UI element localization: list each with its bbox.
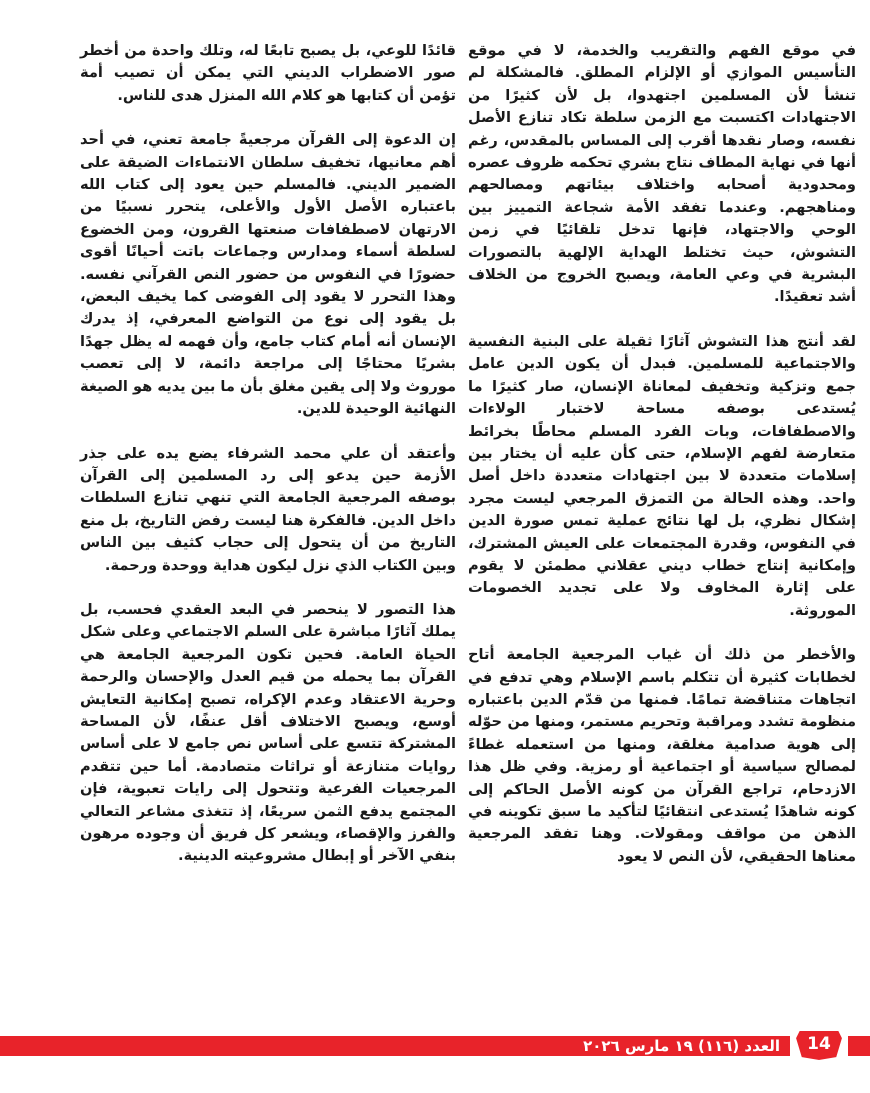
- page-number-badge: [793, 1028, 845, 1062]
- article-column-right: [468, 40, 856, 890]
- article-paragraph: لقد أنتج هذا التشوش آثارًا ثقيلة على البنية النفسية والاجتماعية للمسلمين. فبدل أن يكون الدين عامل جمع وتزكية وتخفيف لمعاناة الإنسان، صار كثيرًا ما يُستدعى بوصفه مساحة لاختبار الولاءات والاصطفافات، وبات الفرد المسلم محاطًا بخرائط متعارضة لفهم الإسلام، حتى كأن عليه أن يختار بين إسلامات متعددة لا بين اجتهادات متعددة داخل أصل واحد. وهذه الحالة من التمزق المرجعي ليست مجرد إشكال نظري، بل لها نتائج عملية تمس صورة الدين في النفوس، وقدرة المجتمعات على العيش المشترك، وإمكانية إنتاج خطاب ديني عقلاني مطمئن لا يقوم على إثارة المخاوف ولا على تجديد الخصومات الموروثة.: [468, 332, 856, 619]
- issue-date-label: العدد (١١٦) ١٩ مارس ٢٠٢٦: [583, 1037, 780, 1055]
- article-paragraph: والأخطر من ذلك أن غياب المرجعية الجامعة أتاح لخطابات كثيرة أن تتكلم باسم الإسلام وهي تدفع في اتجاهات متناقضة تمامًا. فمنها من قدّم الدين باعتباره منظومة تشدد ومراقبة وتحريم مستمر، ومنها من حوّله إلى هوية صدامية مغلقة، ومنها من استعمله غطاءً لمصالح سياسية أو اجتماعية أو رمزية. وفي ظل هذا الازدحام، تراجع القرآن من كونه الأصل الحاكم إلى كونه شاهدًا يُستدعى انتقائيًا لتأكيد ما سبق تكوينه في الذهن من مواقف ومقولات. وهنا تفقد المرجعية معناها الحقيقي، لأن النص لا يعود: [468, 646, 856, 865]
- article-paragraph: هذا التصور لا ينحصر في البعد العقدي فحسب، بل يملك آثارًا مباشرة على السلم الاجتماعي وعلى شكل الحياة العامة. فحين تكون المرجعية الجامعة هي القرآن بما يحمله من قيم العدل والإحسان والرحمة وحرية الاعتقاد وعدم الإكراه، تصبح إمكانية التعايش أوسع، ويصبح الاختلاف أقل عنفًا، لأن المساحة المشتركة تتسع على أساس نص جامع لا على أساس روايات متنازعة أو تراثات متصادمة. أما حين تتقدم المرجعيات الفرعية وتتحول إلى رايات تعبوية، فإن المجتمع يدفع الثمن سريعًا، إذ تتغذى مشاعر التعالي والفرز والإقصاء، ويشعر كل فريق أن وجوده مرهون بنفي الآخر أو إبطال مشروعيته الدينية.: [80, 600, 456, 865]
- article-column-left: [80, 40, 456, 890]
- article-paragraph: وأعتقد أن علي محمد الشرفاء يضع يده على جذر الأزمة حين يدعو إلى رد المسلمين إلى القرآن بوصفه المرجعية الجامعة التي تنهي تنازع السلطات داخل الدين. فالفكرة هنا ليست رفض التاريخ، بل منع التاريخ من أن يتحول إلى حجاب كثيف بين الناس وبين الكتاب الذي نزل ليكون هداية ووحدة ورحمة.: [80, 444, 456, 574]
- article-paragraph: قائدًا للوعي، بل يصبح تابعًا له، وتلك واحدة من أخطر صور الاضطراب الديني التي يمكن أن تصيب أمة تؤمن أن كتابها هو كلام الله المنزل هدى للناس.: [80, 42, 456, 104]
- page-footer: [0, 1028, 870, 1058]
- footer-red-bar-end: [848, 1036, 870, 1056]
- article-paragraph: إن الدعوة إلى القرآن مرجعيةً جامعة تعني، في أحد أهم معانيها، تخفيف سلطان الانتماءات الضيقة على الضمير الديني. فالمسلم حين يعود إلى كتاب الله باعتباره الأصل الأول والأعلى، يتحرر نسبيًا من الارتهان لاصطفافات صنعتها القرون، ومن الخضوع لسلطة أسماء ومدارس وجماعات باتت أحيانًا أقوى حضورًا في النفوس من حضور النص القرآني نفسه. وهذا التحرر لا يقود إلى الفوضى كما يخيف البعض، بل يقود إلى نوع من التواضع المعرفي، إذ يدرك الإنسان أنه أمام كتاب جامع، وأن فهمه له يظل جهدًا بشريًا محتاجًا إلى مراجعة دائمة، لا إلى تعصب موروث ولا إلى يقين مغلق بأن ما بين يديه هو الصيغة النهائية الوحيدة للدين.: [80, 131, 456, 418]
- article-paragraph: في موقع الفهم والتقريب والخدمة، لا في موقع التأسيس الموازي أو الإلزام المطلق. فالمشكلة لم تنشأ لأن المسلمين اجتهدوا، بل لأن كثيرًا من الاجتهادات اكتسبت مع الزمن سلطة تكاد تنازع الأصل نفسه، وصار نقدها أقرب إلى المساس بالمقدس، رغم أنها في نهاية المطاف نتاج بشري تحكمه ظروف عصره ومحدودية أصحابه واختلاف بيئاتهم ومصالحهم ومناهجهم. وعندما تفقد الأمة شجاعة التمييز بين الوحي والاجتهاد، فإنها تدخل تلقائيًا في زمن التشوش، حيث تختلط الهداية الإلهية بالتصورات البشرية في وعي العامة، ويصبح الخروج من الخلاف أشد تعقيدًا.: [468, 42, 856, 306]
- page-number: 14: [807, 1034, 831, 1054]
